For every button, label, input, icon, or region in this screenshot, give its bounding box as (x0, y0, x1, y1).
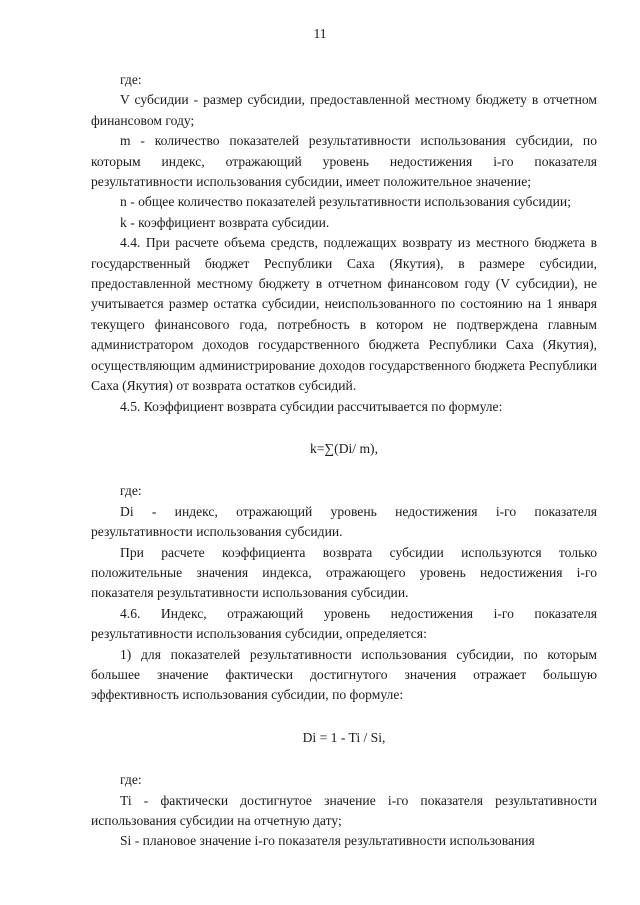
paragraph: Ti - фактически достигнутое значение i-го показателя результативности использования субсидии на отчетную дату; (91, 792, 597, 828)
paragraph: Si - плановое значение i-го показателя результативности использования (120, 833, 535, 849)
paragraph: 4.6. Индекс, отражающий уровень недостижения i-го показателя результативности использования субсидии, определяется: (91, 605, 597, 642)
document-body (91, 70, 597, 852)
paragraph: m - количество показателей результативности использования субсидии, по которым индекс, отражающий уровень недостижения i-го показателя результативности использования субсидии, имеет положительное значение; (91, 133, 597, 190)
paragraph: Di - индекс, отражающий уровень недостижения i-го показателя результативности использования субсидии. (91, 503, 597, 540)
formula: Di = 1 - Ti / Si, (302, 729, 386, 745)
paragraph: где: (120, 772, 142, 788)
paragraph: 1) для показателей результативности использования субсидии, по которым большее значение фактически достигнутого значения отражает большую эффективность использования субсидии, по формуле: (91, 646, 597, 703)
paragraph: k - коэффициент возврата субсидии. (120, 214, 330, 230)
page-number: 11 (313, 26, 327, 41)
paragraph: где: (120, 72, 142, 87)
paragraph: где: (120, 483, 142, 499)
paragraph: 4.4. При расчете объема средств, подлежащих возврату из местного бюджета в государственный бюджет Республики Саха (Якутия), в размере субсидии, предоставленной местному бюджету в отчетном финансовом году (V субсидии), не учитывается размер остатка субсидии, неиспользованного по состоянию на 1 января текущего финансового года, потребность в котором не подтверждена главным администратором доходов государственного бюджета Республики Саха (Якутия), осуществляющим администрирование доходов государственного бюджета Республики Саха (Якутия) от возврата остатков субсидий. (91, 235, 597, 394)
paragraph: n - общее количество показателей результативности использования субсидии; (120, 194, 571, 210)
paragraph: V субсидии - размер субсидии, предоставленной местному бюджету в отчетном финансовом году; (91, 92, 597, 128)
paragraph: При расчете коэффициента возврата субсидии используются только положительные значения индекса, отражающего уровень недостижения i-го показателя результативности использования субсидии. (91, 544, 597, 601)
formula: k=∑(Di/ m), (310, 440, 378, 456)
paragraph: 4.5. Коэффициент возврата субсидии рассчитывается по формуле: (120, 398, 503, 414)
